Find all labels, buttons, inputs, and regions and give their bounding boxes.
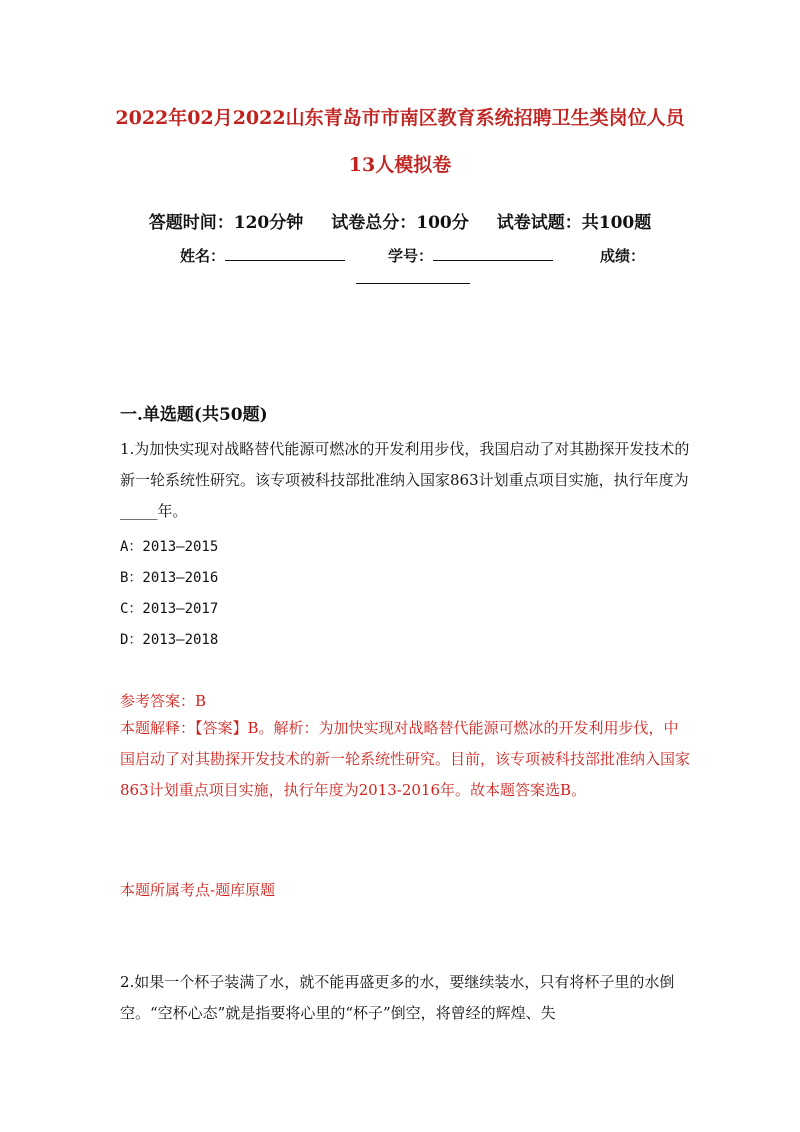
question-count: 试卷试题：共100题 — [496, 213, 652, 233]
score-label: 成绩： — [600, 247, 646, 265]
document-title-line-1: 2022年02月2022山东青岛市市南区教育系统招聘卫生类岗位人员 — [115, 107, 685, 129]
name-label: 姓名： — [180, 247, 226, 265]
exam-time: 答题时间：120分钟 — [148, 213, 304, 233]
id-label: 学号： — [388, 247, 434, 265]
question-1-text: 1.为加快实现对战略替代能源可燃冰的开发利用步伐，我国启动了对其勘探开发技术的新一轮系统性研究。该专项被科技部批准纳入国家863计划重点项目实施，执行年度为_____年。 — [120, 440, 690, 520]
question-1-explanation: 本题解释：【答案】B。解析：为加快实现对战略替代能源可燃冰的开发利用步伐，中国启动了对其勘探开发技术的新一轮系统性研究。目前，该专项被科技部批准纳入国家863计划重点项目实施，执行年度为2013-2016年。故本题答案选B。 — [120, 719, 691, 799]
question-2-text: 2.如果一个杯子装满了水，就不能再盛更多的水，要继续装水，只有将杯子里的水倒空。“空杯心态”就是指要将心里的“杯子”倒空，将曾经的辉煌、失 — [120, 973, 675, 1022]
score-blank — [356, 277, 470, 284]
name-field — [180, 245, 345, 266]
question-1-option-a: A：2013—2015 — [120, 539, 219, 555]
name-blank — [225, 246, 345, 261]
question-1-knowledge-point: 本题所属考点-题库原题 — [120, 881, 276, 899]
section-title: 一.单选题(共50题) — [120, 405, 268, 425]
id-field — [388, 245, 553, 266]
exam-meta — [110, 208, 690, 233]
question-1-answer: 参考答案：B — [120, 692, 207, 710]
score-field — [600, 245, 645, 266]
question-1-option-b: B：2013—2016 — [120, 570, 219, 586]
id-blank — [433, 246, 553, 261]
total-score: 试卷总分：100分 — [331, 213, 469, 233]
question-1-option-d: D：2013—2018 — [120, 632, 219, 648]
question-1-option-c: C：2013—2017 — [120, 601, 219, 617]
document-title-line-2: 13人模拟卷 — [348, 154, 452, 176]
